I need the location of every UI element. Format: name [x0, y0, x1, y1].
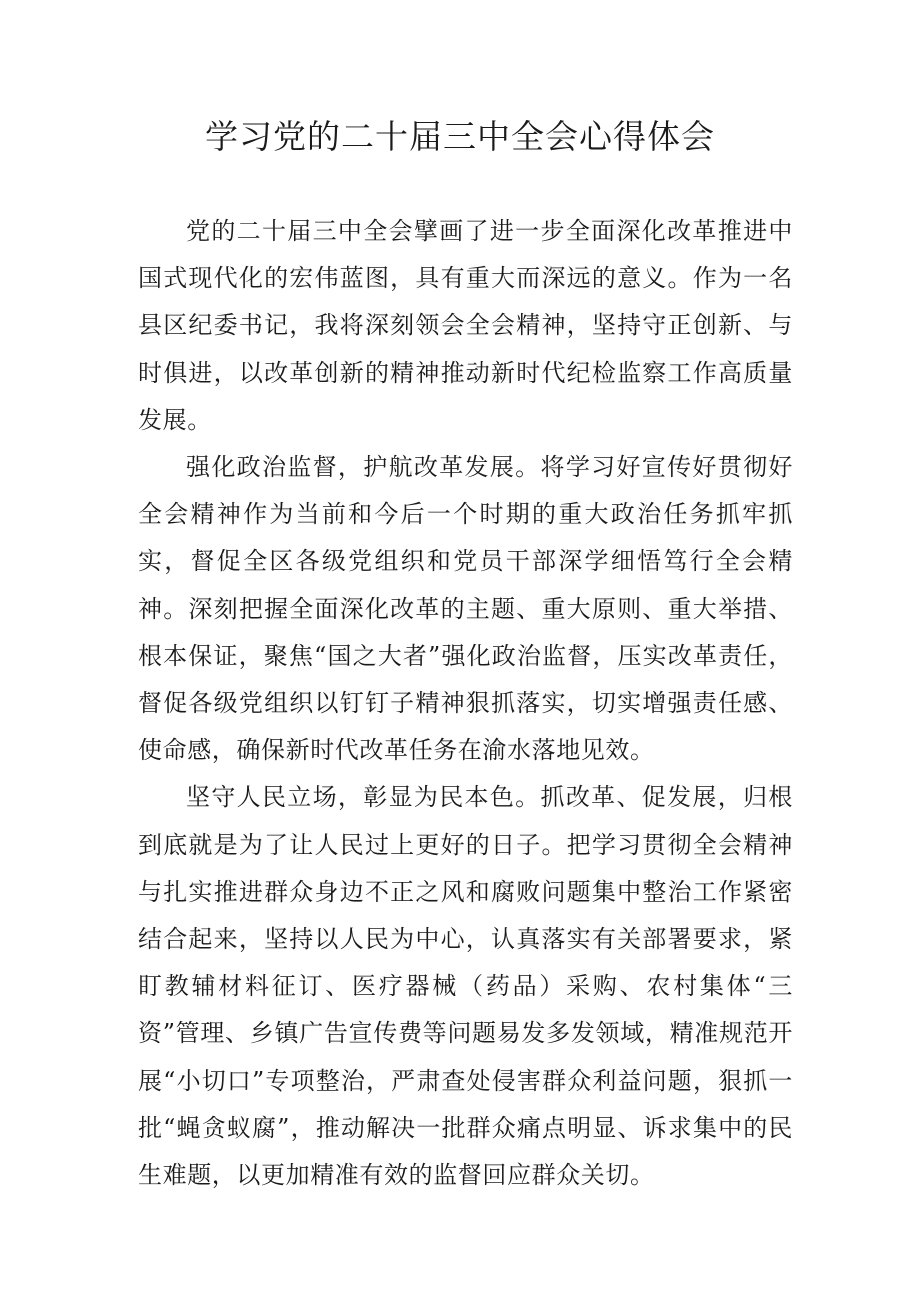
paragraph-intro: 党的二十届三中全会擘画了进一步全面深化改革推进中国式现代化的宏伟蓝图，具有重大而深远的意义。作为一名县区纪委书记，我将深刻领会全会精神，坚持守正创新、与时俱进，以改革创新的精神推动新时代纪检监察工作高质量发展。 — [138, 217, 793, 434]
document-body — [138, 208, 793, 1199]
paragraph-people-stance: 坚守人民立场，彰显为民本色。抓改革、促发展，归根到底就是为了让人民过上更好的日子。把学习贯彻全会精神与扎实推进群众身边不正之风和腐败问题集中整治工作紧密结合起来，坚持以人民为中心，认真落实有关部署要求，紧盯教辅材料征订、医疗器械（药品）采购、农村集体“三资”管理、乡镇广告宣传费等问题易发多发领域，精准规范开展“小切口”专项整治，严肃查处侵害群众利益问题，狠抓一批“蝇贪蚁腐”，推动解决一批群众痛点明显、诉求集中的民生难题，以更加精准有效的监督回应群众关切。 — [138, 783, 793, 1190]
paragraph-political-supervision: 强化政治监督，护航改革发展。将学习好宣传好贯彻好全会精神作为当前和今后一个时期的重大政治任务抓牢抓实，督促全区各级党组织和党员干部深学细悟笃行全会精神。深刻把握全面深化改革的主题、重大原则、重大举措、根本保证，聚焦“国之大者”强化政治监督，压实改革责任，督促各级党组织以钉钉子精神狠抓落实，切实增强责任感、使命感，确保新时代改革任务在渝水落地见效。 — [138, 453, 793, 765]
document-title: 学习党的二十届三中全会心得体会 — [205, 117, 715, 156]
